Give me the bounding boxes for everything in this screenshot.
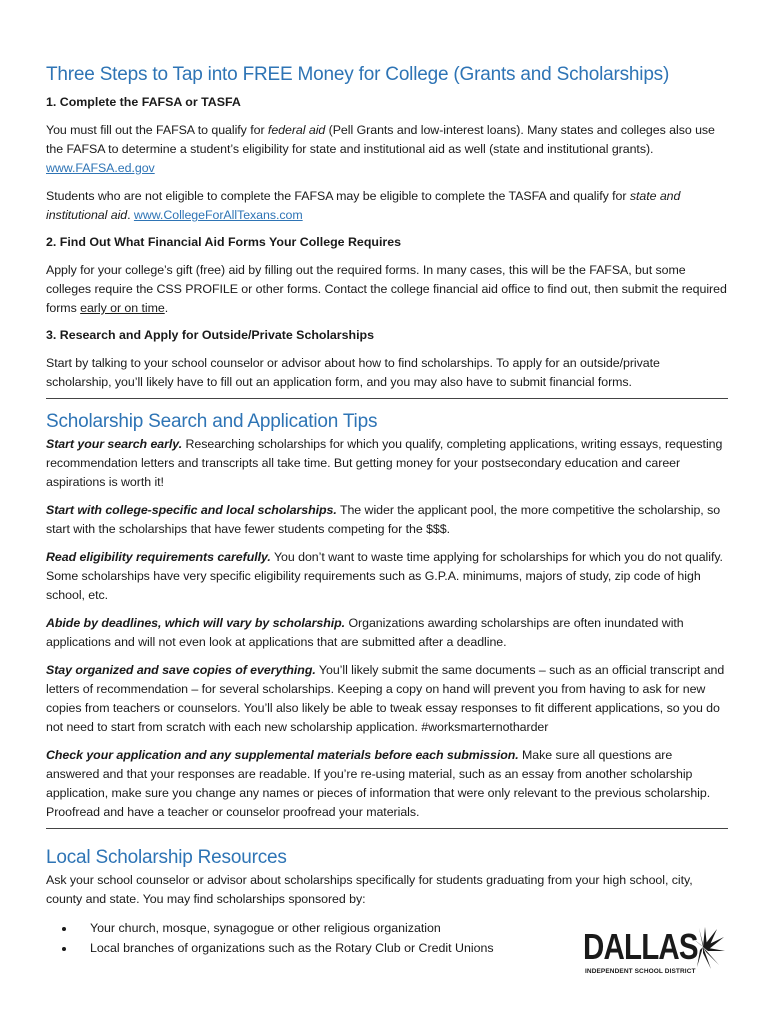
college-for-all-texans-link[interactable]: www.CollegeForAllTexans.com <box>133 208 303 222</box>
tip-lead: Check your application and any supplemental materials before each submission. <box>46 748 519 762</box>
logo-subtitle: INDEPENDENT SCHOOL DISTRICT <box>585 968 696 975</box>
tip-item <box>46 614 728 652</box>
step3-paragraph: Start by talking to your school counselor or advisor about how to find scholarships. To apply for an outside/private scholarship, you’ll likely have to fill out an application form, and you may also have to submit financial forms. <box>46 356 660 389</box>
emphasis: state and institutional aid <box>46 189 681 222</box>
step2-paragraph <box>46 261 728 318</box>
tip-lead: Read eligibility requirements carefully. <box>46 550 271 564</box>
step1-paragraph-2 <box>46 187 728 225</box>
text-span: You must fill out the FAFSA to qualify for <box>46 123 268 137</box>
tip-item <box>46 661 728 737</box>
tip-text: Make sure all questions are answered and that your responses are readable. If you’re re-using material, such as an essay from another scholarship application, make sure you change any names or pieces of information that were only relevant to the previous scholarship. Proofread and have a teacher or counselor proofread your materials. <box>46 748 711 819</box>
list-item: • Your church, mosque, synagogue or other religious organization <box>76 918 728 938</box>
step1-heading: 1. Complete the FAFSA or TASFA <box>46 95 241 109</box>
tip-text: You don’t want to waste time applying for scholarships for which you do not qualify. Some scholarships have very specific eligibility requirements such as G.P.A. minimums, majors of study, zip code of high school, etc. <box>46 550 723 602</box>
document-page <box>46 62 728 958</box>
step1-paragraph-1 <box>46 121 728 178</box>
text-span: . <box>127 208 134 222</box>
underlined-text: early or on time <box>80 301 165 315</box>
tip-lead: Abide by deadlines, which will vary by scholarship. <box>46 616 346 630</box>
tip-text: Organizations awarding scholarships are often inundated with applications and will not even look at applications that are submitted after a deadline. <box>46 616 684 649</box>
tip-lead: Start with college-specific and local scholarships. <box>46 503 337 517</box>
text-span: (Pell Grants and low-interest loans). Many states and colleges also use the FAFSA to determine a student’s eligibility for state and institutional aid as well (state and institutional grants). <box>46 123 715 156</box>
logo-wordmark: DALLAS <box>583 926 698 967</box>
text-span: . <box>164 301 169 315</box>
tip-lead: Start your search early. <box>46 437 183 451</box>
tip-text: You’ll likely submit the same documents – such as an official transcript and letters of recommendation – for several scholarships. Keeping a copy on hand will prevent you from having to ask for new copies from teachers or counselors. You’ll also likely be able to tweak essay responses to fit different applications, so you do not need to start from scratch with each new scholarship application. #worksmarternotharder <box>46 663 725 734</box>
section-divider <box>46 398 728 399</box>
tips-list <box>46 435 728 822</box>
local-heading: Local Scholarship Resources <box>46 847 287 868</box>
tip-text: The wider the applicant pool, the more competitive the scholarship, so start with the scholarships that have fewer students competing for the $$$. <box>46 503 721 536</box>
page-title: Three Steps to Tap into FREE Money for College (Grants and Scholarships) <box>46 64 670 85</box>
text-span: Students who are not eligible to complete the FAFSA may be eligible to complete the TASFA and qualify for <box>46 189 630 203</box>
section-divider <box>46 828 728 829</box>
list-item: • Local branches of organizations such as the Rotary Club or Credit Unions <box>76 938 728 958</box>
tip-item <box>46 501 728 539</box>
starburst-icon <box>681 925 725 969</box>
local-intro: Ask your school counselor or advisor about scholarships specifically for students graduating from your high school, city, county and state. You may find scholarships sponsored by: <box>46 873 693 906</box>
tip-text: Researching scholarships for which you qualify, completing applications, writing essays, requesting recommendation letters and transcripts all take time. But getting money for your postsecondary education and career aspirations is worth it! <box>46 437 723 489</box>
tip-lead: Stay organized and save copies of everything. <box>46 663 316 677</box>
step3-heading: 3. Research and Apply for Outside/Private Scholarships <box>46 328 374 342</box>
text-span: Apply for your college’s gift (free) aid by filling out the required forms. In many cases, this will be the FAFSA, but some colleges require the CSS PROFILE or other forms. Contact the college financial aid office to find out, then submit the required forms <box>46 263 727 315</box>
emphasis: federal aid <box>267 123 326 137</box>
step2-heading: 2. Find Out What Financial Aid Forms Your College Requires <box>46 235 402 249</box>
tip-item <box>46 435 728 492</box>
tip-item <box>46 548 728 605</box>
dallas-isd-logo <box>583 925 725 985</box>
tip-item <box>46 746 728 822</box>
tips-heading: Scholarship Search and Application Tips <box>46 411 378 432</box>
fafsa-link[interactable]: www.FAFSA.ed.gov <box>46 161 155 175</box>
